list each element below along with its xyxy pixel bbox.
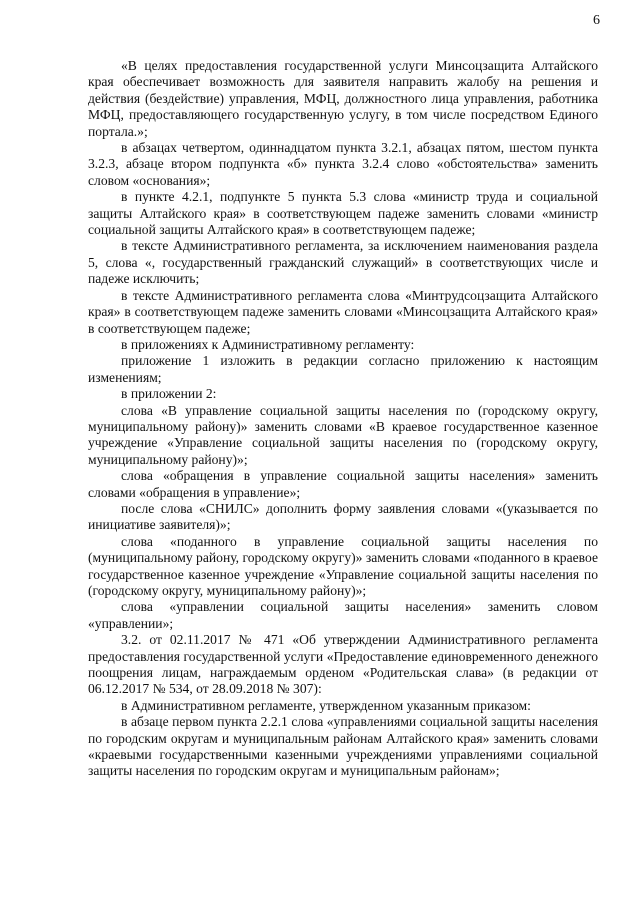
paragraph: слова «поданного в управление социальной защиты населения по (муниципальному району, городскому округу)» заменить словами «поданного в краевое государственное казенное учреждение «Управление социальной защиты населения по (городскому округу, муниципальному району)»; [88,533,598,598]
document-body [88,58,598,780]
paragraph: в Административном регламенте, утвержденном указанным приказом: [121,697,531,713]
paragraph: слова «управлении социальной защиты населения» заменить словом «управлении»; [88,599,598,631]
paragraph: в приложении 2: [121,386,217,402]
paragraph: в абзаце первом пункта 2.2.1 слова «управлениями социальной защиты населения по городским округам и муниципальным районам Алтайского края» заменить словами «краевыми государственными казенными учреждениями управлениями социальной защиты населения по городским округам и муниципальным районам»; [88,714,598,779]
paragraph: в пункте 4.2.1, подпункте 5 пункта 5.3 слова «министр труда и социальной защиты Алтайского края» в соответствующем падеже заменить словами «министр социальной защиты Алтайского края» в соответствующем падеже; [88,189,598,238]
paragraph: слова «обращения в управление социальной защиты населения» заменить словами «обращения в управление»; [88,468,598,500]
paragraph: в абзацах четвертом, одиннадцатом пункта 3.2.1, абзацах пятом, шестом пункта 3.2.3, абзаце втором подпункта «б» пункта 3.2.4 слово «обстоятельства» заменить словом «основания»; [88,140,598,188]
paragraph: в тексте Административного регламента, за исключением наименования раздела 5, слова «, государственный гражданский служащий» в соответствующих числе и падеже исключить; [88,238,598,287]
paragraph: 3.2. от 02.11.2017 № 471 «Об утверждении Административного регламента предоставления государственной услуги «Предоставление единовременного денежного поощрения лицам, награждаемым орденом «Родительская слава» (в редакции от 06.12.2017 № 534, от 28.09.2018 № 307): [88,632,598,697]
paragraph: в приложениях к Административному регламенту: [121,336,415,352]
paragraph: слова «В управление социальной защиты населения по (городскому округу, муниципальному району)» заменить словами «В краевое государственное казенное учреждение «Управление социальной защиты населения по (городскому округу, муниципальному району)»; [88,402,598,467]
paragraph: «В целях предоставления государственной услуги Минсоцзащита Алтайского края обеспечивает возможность для заявителя направить жалобу на решения и действия (бездействие) управления, МФЦ, должностного лица управления, работника МФЦ, предоставляющего государственную услугу, в том числе посредством Единого портала.»; [88,58,598,139]
page-number: 6 [593,13,600,28]
paragraph: приложение 1 изложить в редакции согласно приложению к настоящим изменениям; [88,353,598,385]
paragraph: в тексте Административного регламента слова «Минтрудсоцзащита Алтайского края» в соответствующем падеже заменить словами «Минсоцзащита Алтайского края» в соответствующем падеже; [88,287,598,336]
paragraph: после слова «СНИЛС» дополнить форму заявления словами «(указывается по инициативе заявителя)»; [88,500,598,533]
